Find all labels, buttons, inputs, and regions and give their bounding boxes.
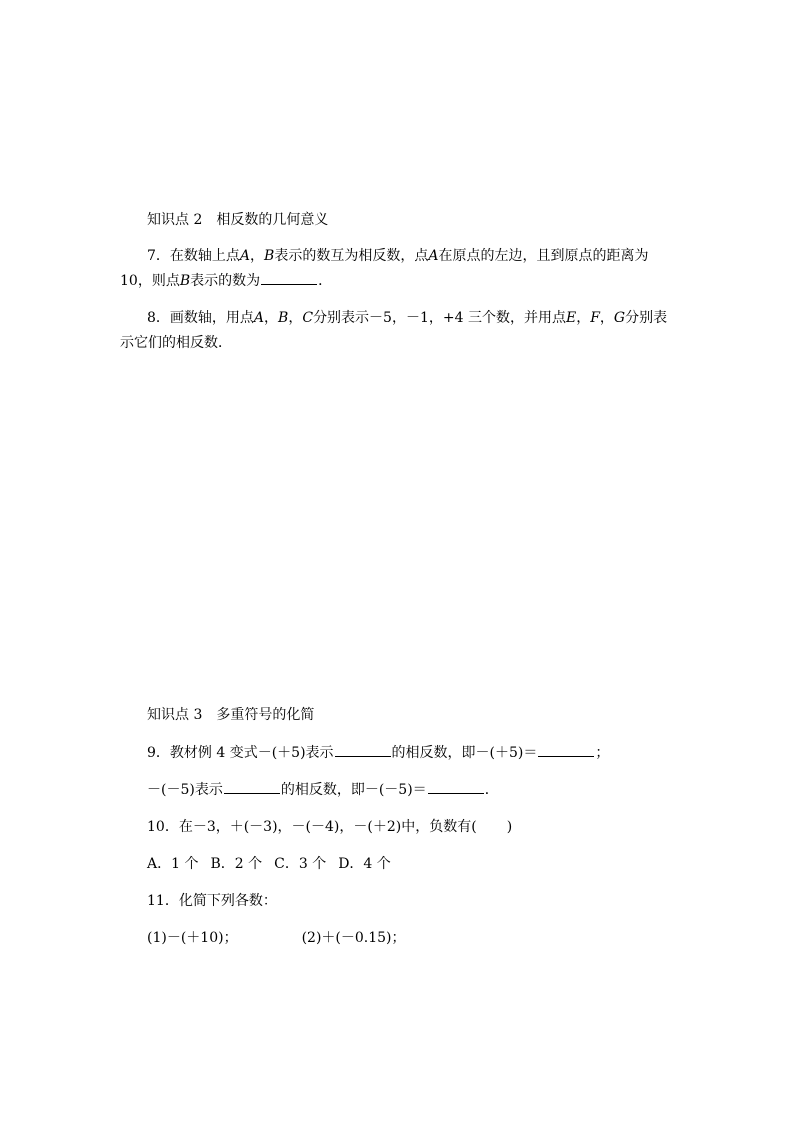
q11-part-2: (2)＋(－0.15)；: [301, 930, 406, 946]
q7-text: 在原点的左边，且到原点的距离为: [438, 248, 649, 264]
q8-text: ，: [599, 310, 614, 326]
point-label: F: [590, 310, 600, 326]
q9-text: 的相反数，即－(－5)＝: [280, 782, 427, 798]
question-10-stem: [147, 818, 512, 836]
q8-text: 分别表: [625, 310, 668, 326]
q10-text: ): [506, 819, 513, 835]
q7-text: 表示的数互为相反数，点: [274, 248, 429, 264]
question-9-line-1: [147, 744, 609, 762]
point-label: B: [278, 310, 289, 326]
q9-text: 的相反数，即－(＋5)＝: [391, 745, 538, 761]
q8-text: 8．画数轴，用点: [147, 310, 254, 326]
answer-blank[interactable]: [224, 781, 280, 794]
point-label: B: [179, 273, 191, 289]
q9-text: －(－5)表示: [147, 782, 223, 798]
point-label: C: [302, 310, 314, 326]
question-11-parts: [147, 929, 406, 947]
q9-text: ；: [595, 745, 610, 761]
q10-text: 10．在－3，＋(－3)，－(－4)，－(＋2)中，负数有(: [147, 819, 477, 835]
q8-text: ，: [576, 310, 591, 326]
answer-blank[interactable]: [335, 744, 391, 757]
option-c[interactable]: C．3 个: [274, 856, 327, 872]
point-label: A: [253, 310, 265, 326]
question-9-line-2: [147, 781, 499, 799]
section-heading-3: 知识点 3 多重符号的化简: [147, 707, 315, 723]
q7-text: 10，则点: [120, 273, 180, 289]
option-d[interactable]: D．4 个: [338, 856, 391, 872]
q7-text: ．: [318, 273, 333, 289]
q9-text: ．: [484, 782, 499, 798]
q11-part-1: (1)－(＋10)；: [147, 930, 238, 946]
q8-text: 分别表示－5，－1，+4 三个数，并用点: [313, 310, 566, 326]
answer-blank[interactable]: [428, 781, 484, 794]
q7-text: 7．在数轴上点: [147, 248, 240, 264]
option-a[interactable]: A．1 个: [147, 856, 199, 872]
point-label: A: [239, 248, 251, 264]
q7-text: 表示的数为: [190, 273, 261, 289]
section-heading-2: 知识点 2 相反数的几何意义: [147, 212, 329, 228]
point-label: G: [613, 310, 626, 326]
question-8-line-2: 示它们的相反数．: [120, 335, 232, 351]
option-b[interactable]: B．2 个: [210, 856, 263, 872]
answer-blank[interactable]: [538, 744, 594, 757]
point-label: A: [428, 248, 439, 264]
question-8-line-1: [147, 309, 667, 327]
answer-blank[interactable]: [261, 272, 317, 285]
q9-text: 9．教材例 4 变式－(＋5)表示: [147, 745, 334, 761]
question-11-stem: 11．化简下列各数：: [147, 893, 277, 909]
q8-text: ，: [264, 310, 279, 326]
question-7-line-1: [147, 247, 648, 265]
point-label: B: [264, 248, 275, 264]
q8-text: ，: [288, 310, 303, 326]
point-label: E: [565, 310, 577, 326]
question-10-options: [147, 855, 391, 873]
question-7-line-2: [120, 272, 332, 290]
q7-text: ，: [250, 248, 265, 264]
